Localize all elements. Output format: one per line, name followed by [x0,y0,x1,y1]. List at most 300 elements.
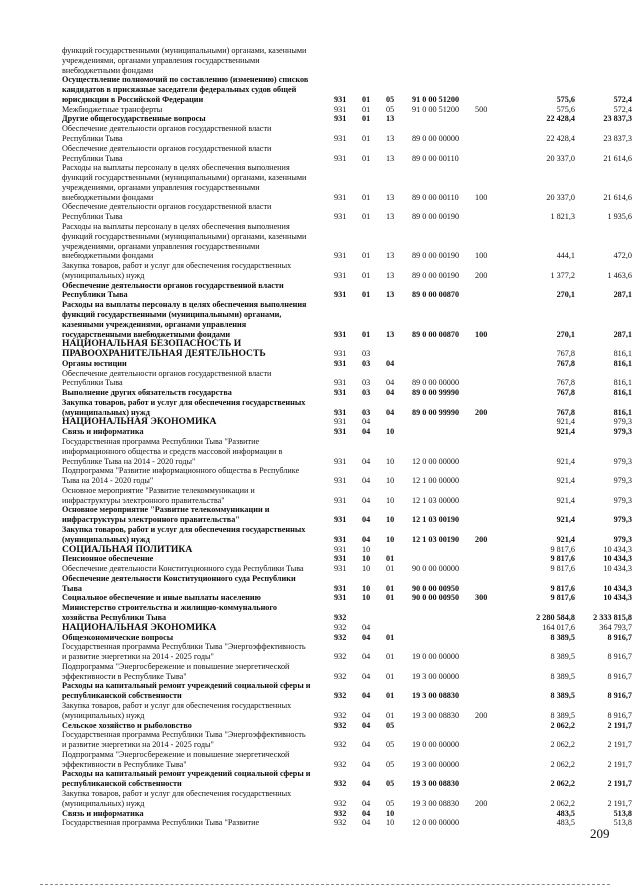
amount-year-1: 22 428,4 [546,114,575,124]
amount-year-2: 513,8 [613,818,632,828]
code-subsection: 01 [386,554,395,564]
code-ved: 932 [334,671,347,681]
row-label: Межбюджетные трансферты [62,104,163,114]
table-row [0,281,640,291]
table-row [0,525,640,535]
table-row [0,359,640,369]
row-label: функций государственными (муниципальными) органами, [62,309,282,319]
code-ved: 932 [334,808,347,818]
amount-year-2: 364 793,7 [599,622,632,632]
code-subsection: 01 [386,583,395,593]
table-row [0,652,640,662]
row-label: Осуществление полномочий по составлению (изменению) списков [62,75,309,85]
row-label: Государственная программа Республики Тыва "Развитие [62,437,260,446]
code-ved: 931 [334,554,347,564]
table-row [0,740,640,750]
code-ved: 931 [334,134,347,143]
code-ved: 931 [334,515,347,525]
code-subsection: 05 [386,759,395,769]
amount-year-1: 921,4 [556,476,575,486]
amount-year-1: 9 817,6 [550,564,575,574]
row-label: Подпрограмма "Развитие информационного общества в Республике [62,466,300,476]
table-row [0,173,640,183]
amount-year-2: 21 614,6 [603,153,632,163]
amount-year-1: 1 821,3 [550,212,575,222]
code-section: 04 [362,652,371,662]
table-row [0,603,640,613]
amount-year-1: 483,5 [556,808,575,818]
amount-year-1: 9 817,6 [550,544,575,554]
table-row [0,691,640,701]
code-expense-type: 200 [475,270,488,280]
code-target-article: 89 0 00 99990 [412,407,460,417]
row-label: Социальное обеспечение и иные выплаты населению [62,593,261,603]
code-target-article: 89 0 00 00190 [412,251,460,261]
table-row [0,554,640,564]
table-row [0,222,640,232]
code-section: 04 [362,740,371,749]
row-label: Обеспечение деятельности органов государственной власти [62,368,272,378]
amount-year-1: 8 389,5 [550,710,575,720]
amount-year-2: 979,3 [613,427,632,437]
code-target-article: 89 0 00 00190 [412,270,460,280]
amount-year-1: 767,8 [556,407,575,417]
code-ved: 931 [334,104,347,114]
row-label: Республики Тыва [62,378,123,388]
code-subsection: 04 [386,358,395,368]
amount-year-1: 921,4 [556,495,575,505]
row-label: эффективности в Республике Тыва" [62,671,187,681]
code-ved: 931 [334,290,347,300]
code-target-article: 19 3 00 08830 [412,798,460,808]
amount-year-2: 979,3 [613,456,632,466]
code-subsection: 10 [386,534,395,544]
code-section: 01 [362,192,371,202]
code-subsection: 05 [386,720,395,730]
row-label: Расходы на выплаты персоналу в целях обеспечения выполнения [62,222,290,231]
code-ved: 931 [334,427,347,437]
code-ved: 931 [334,94,347,104]
code-section: 01 [362,270,371,280]
table-row [0,105,640,115]
row-label: учреждениями, органами управления государственными [62,182,260,192]
code-section: 03 [362,378,371,388]
row-label: Основное мероприятие "Развитие телекоммуникации и [62,505,270,515]
table-row [0,427,640,437]
amount-year-2: 572,4 [613,94,632,104]
amount-year-1: 9 817,6 [550,593,575,603]
code-target-article: 89 0 00 00110 [412,192,459,202]
row-label: Связь и информатика [62,808,144,818]
amount-year-2: 2 191,7 [607,759,632,769]
code-subsection: 10 [386,456,395,466]
code-subsection: 13 [386,114,395,124]
amount-year-1: 575,6 [556,94,575,104]
code-ved: 932 [334,818,347,828]
code-subsection: 10 [386,818,395,828]
table-row [0,818,640,828]
code-target-article: 89 0 00 00870 [412,290,460,300]
row-label: (муниципальных) нужд [62,710,145,720]
table-row [0,251,640,261]
amount-year-1: 767,8 [556,349,575,358]
amount-year-2: 23 837,3 [603,114,632,124]
amount-year-2: 21 614,6 [603,192,632,202]
code-target-article: 90 0 00 00000 [412,564,460,574]
amount-year-2: 816,1 [613,349,632,358]
code-subsection: 01 [386,564,395,574]
table-row [0,310,640,320]
code-subsection: 05 [386,740,395,749]
table-row [0,349,640,359]
table-row [0,114,640,124]
row-label: государственными внебюджетными фондами [62,329,231,339]
code-target-article: 12 0 00 00000 [412,818,460,828]
code-ved: 931 [334,192,347,202]
amount-year-2: 8 916,7 [607,691,632,701]
table-row [0,711,640,721]
code-section: 01 [362,153,371,163]
row-label: (муниципальных) нужд [62,407,150,417]
code-target-article: 19 3 00 08830 [412,779,460,789]
code-ved: 932 [334,759,347,769]
table-row [0,56,640,66]
table-row [0,271,640,281]
amount-year-1: 2 062,2 [550,798,575,808]
amount-year-2: 10 434,3 [603,564,632,574]
table-row [0,232,640,242]
amount-year-2: 816,1 [613,358,632,368]
code-subsection: 13 [386,270,395,280]
code-ved: 932 [334,622,347,632]
row-label: Республики Тыва [62,212,123,222]
table-row [0,779,640,789]
code-target-article: 19 0 00 00000 [412,652,460,662]
row-label: Республики Тыва [62,134,123,143]
table-row [0,564,640,574]
amount-year-2: 287,1 [613,290,632,300]
amount-year-2: 2 333 815,8 [593,613,632,622]
code-subsection: 01 [386,593,395,603]
code-subsection: 13 [386,153,395,163]
row-label: юрисдикции в Российской Федерации [62,94,204,104]
table-row [0,760,640,770]
amount-year-2: 10 434,3 [603,554,632,564]
row-label: Расходы на выплаты персоналу в целях обеспечения выполнения [62,300,307,310]
amount-year-2: 8 916,7 [607,710,632,720]
amount-year-2: 572,4 [613,104,632,114]
table-row [0,574,640,584]
table-row [0,662,640,672]
table-row [0,623,640,633]
amount-year-2: 1 463,6 [607,270,632,280]
code-section: 04 [362,427,371,437]
row-label: Выполнение других обязательств государства [62,388,232,398]
code-section: 10 [362,544,371,554]
code-section: 03 [362,407,371,417]
table-row [0,584,640,594]
code-ved: 931 [334,153,347,163]
table-row [0,633,640,643]
code-subsection: 13 [386,212,395,222]
row-label: Обеспечение деятельности Конституционного суда Республики Тыва [62,564,304,574]
amount-year-2: 979,3 [613,476,632,486]
code-expense-type: 100 [475,329,488,339]
row-label: Республики Тыва [62,153,123,163]
table-row [0,466,640,476]
table-row [0,261,640,271]
code-expense-type: 200 [475,710,488,720]
code-target-article: 12 0 00 00000 [412,456,460,466]
amount-year-2: 513,8 [613,808,632,818]
table-row [0,124,640,134]
code-ved: 932 [334,652,347,662]
code-section: 01 [362,329,371,339]
amount-year-1: 22 428,4 [546,134,575,143]
code-section: 04 [362,759,371,769]
amount-year-1: 2 062,2 [550,779,575,789]
code-expense-type: 100 [475,192,488,202]
table-row [0,809,640,819]
table-row [0,183,640,193]
row-label: Государственная программа Республики Тыва "Энергоэффективность [62,730,306,740]
table-row [0,290,640,300]
row-label: (муниципальных) нужд [62,270,145,280]
row-label: Другие общегосударственные вопросы [62,114,206,124]
amount-year-1: 921,4 [556,456,575,466]
amount-year-2: 8 916,7 [607,652,632,662]
amount-year-1: 921,4 [556,427,575,437]
amount-year-1: 270,1 [556,290,575,300]
code-section: 10 [362,554,371,564]
table-row [0,486,640,496]
table-row [0,593,640,603]
row-label: ПРАВООХРАНИТЕЛЬНАЯ ДЕЯТЕЛЬНОСТЬ [62,348,266,359]
code-subsection: 05 [386,779,395,789]
code-section: 04 [362,798,371,808]
table-row [0,242,640,252]
row-label: и развитие энергетики на 2014 - 2025 годы" [62,652,214,662]
code-section: 04 [362,632,371,642]
table-row [0,388,640,398]
code-ved: 931 [334,583,347,593]
row-label: внебюджетными фондами [62,251,154,261]
code-target-article: 90 0 00 00950 [412,583,460,593]
amount-year-1: 20 337,0 [546,192,575,202]
code-ved: 931 [334,544,347,554]
code-ved: 931 [334,534,347,544]
row-label: Основное мероприятие "Развитие телекоммуникации и [62,485,255,495]
table-row [0,799,640,809]
code-ved: 931 [334,476,347,486]
row-label: хозяйства Республики Тыва [62,613,167,622]
amount-year-1: 8 389,5 [550,632,575,642]
table-row [0,66,640,76]
row-label: НАЦИОНАЛЬНАЯ ЭКОНОМИКА [62,621,217,633]
code-subsection: 10 [386,515,395,525]
row-label: республиканской собственности [62,779,182,789]
code-subsection: 10 [386,476,395,486]
code-subsection: 01 [386,652,395,662]
code-target-article: 89 0 00 00110 [412,153,459,163]
code-section: 04 [362,515,371,525]
table-row [0,750,640,760]
row-label: эффективности в Республике Тыва" [62,759,187,769]
amount-year-1: 8 389,5 [550,671,575,681]
row-label: информационного общества и средств массовой информации в [62,446,283,456]
code-target-article: 89 0 00 00190 [412,212,460,222]
amount-year-1: 575,6 [556,104,575,114]
code-ved: 932 [334,779,347,789]
code-subsection: 10 [386,427,395,437]
row-label: Связь и информатика [62,427,144,437]
code-target-article: 89 0 00 00000 [412,378,460,388]
code-section: 01 [362,212,371,222]
code-target-article: 89 0 00 00000 [412,134,460,143]
code-section: 04 [362,495,371,505]
row-label: (муниципальных) нужд [62,798,145,808]
amount-year-1: 8 389,5 [550,691,575,701]
code-ved: 931 [334,212,347,222]
code-ved: 932 [334,632,347,642]
code-section: 04 [362,720,371,730]
amount-year-2: 2 191,7 [607,779,632,789]
table-row [0,496,640,506]
row-label: функций государственными (муниципальными) органами, казенными [62,173,307,183]
code-ved: 931 [334,358,347,368]
code-subsection: 13 [386,290,395,300]
amount-year-1: 2 062,2 [550,740,575,749]
amount-year-1: 20 337,0 [546,153,575,163]
amount-year-2: 979,3 [613,417,632,427]
amount-year-2: 2 191,7 [607,740,632,749]
table-row [0,300,640,310]
code-ved: 932 [334,740,347,749]
code-target-article: 12 1 03 00190 [412,515,460,525]
code-section: 04 [362,534,371,544]
code-target-article: 19 0 00 00000 [412,740,460,749]
code-subsection: 04 [386,388,395,398]
row-label: Подпрограмма "Энергосбережение и повышение энергетической [62,749,290,759]
amount-year-1: 921,4 [556,534,575,544]
row-label: функций государственными (муниципальными) органами, казенными [62,46,307,55]
code-ved: 931 [334,270,347,280]
code-ved: 931 [334,329,347,339]
code-ved: 931 [334,495,347,505]
code-target-article: 19 3 00 08830 [412,691,460,701]
code-target-article: 12 1 03 00000 [412,495,460,505]
row-label: Государственная программа Республики Тыва "Энергоэффективность [62,642,306,652]
amount-year-2: 10 434,3 [603,593,632,603]
table-row [0,95,640,105]
table-row [0,369,640,379]
table-row [0,672,640,682]
row-label: Министерство строительства и жилищно-коммунального [62,603,278,613]
amount-year-2: 472,0 [613,251,632,261]
code-subsection: 04 [386,407,395,417]
code-subsection: 13 [386,134,395,143]
amount-year-2: 23 837,3 [603,134,632,143]
code-section: 01 [362,290,371,300]
code-subsection: 05 [386,798,395,808]
amount-year-1: 921,4 [556,515,575,525]
code-ved: 931 [334,388,347,398]
table-row [0,202,640,212]
table-row [0,447,640,457]
code-section: 04 [362,818,371,828]
amount-year-1: 921,4 [556,417,575,427]
code-expense-type: 100 [475,251,488,261]
table-row [0,457,640,467]
table-row [0,320,640,330]
table-row [0,154,640,164]
row-label: Закупка товаров, работ и услуг для обеспечения государственных [62,700,292,710]
row-label: Закупка товаров, работ и услуг для обеспечения государственных [62,788,292,798]
row-label: внебюджетными фондами [62,192,154,202]
amount-year-1: 483,5 [556,818,575,828]
amount-year-2: 979,3 [613,495,632,505]
table-row [0,398,640,408]
table-row [0,681,640,691]
row-label: республиканской собственности [62,691,182,701]
table-row [0,545,640,555]
row-label: Пенсионное обеспечение [62,554,154,564]
amount-year-2: 979,3 [613,515,632,525]
footer-divider [40,884,610,885]
amount-year-2: 10 434,3 [603,544,632,554]
code-section: 04 [362,710,371,720]
code-ved: 932 [334,613,347,622]
amount-year-1: 767,8 [556,388,575,398]
table-row [0,476,640,486]
row-label: (муниципальных) нужд [62,534,150,544]
code-subsection: 05 [386,104,395,114]
code-section: 10 [362,583,371,593]
code-section: 04 [362,671,371,681]
code-section: 10 [362,593,371,603]
amount-year-1: 270,1 [556,329,575,339]
code-expense-type: 200 [475,534,488,544]
row-label: инфраструктуры электронного правительства" [62,495,225,505]
row-label: Государственная программа Республики Тыва "Развитие [62,818,260,828]
row-label: НАЦИОНАЛЬНАЯ БЕЗОПАСНОСТЬ И [62,338,242,350]
code-ved: 931 [334,407,347,417]
amount-year-1: 2 280 584,8 [536,613,575,622]
code-target-article: 19 3 00 00000 [412,671,460,681]
table-row [0,789,640,799]
code-section: 04 [362,808,371,818]
row-label: Обеспечение деятельности органов государственной власти [62,280,284,290]
code-section: 04 [362,691,371,701]
amount-year-2: 287,1 [613,329,632,339]
code-section: 01 [362,134,371,143]
row-label: Обеспечение деятельности Конституционного суда Республики [62,573,296,583]
amount-year-1: 9 817,6 [550,583,575,593]
row-label: Подпрограмма "Энергосбережение и повышение энергетической [62,661,290,671]
code-section: 01 [362,94,371,104]
code-section: 03 [362,358,371,368]
amount-year-1: 1 377,2 [550,270,575,280]
row-label: учреждениями, органами управления государственными [62,241,260,251]
table-row [0,46,640,56]
code-section: 04 [362,417,371,427]
table-row [0,515,640,525]
code-ved: 931 [334,417,347,427]
table-row [0,163,640,173]
amount-year-1: 2 062,2 [550,720,575,730]
code-ved: 931 [334,456,347,466]
code-section: 01 [362,104,371,114]
